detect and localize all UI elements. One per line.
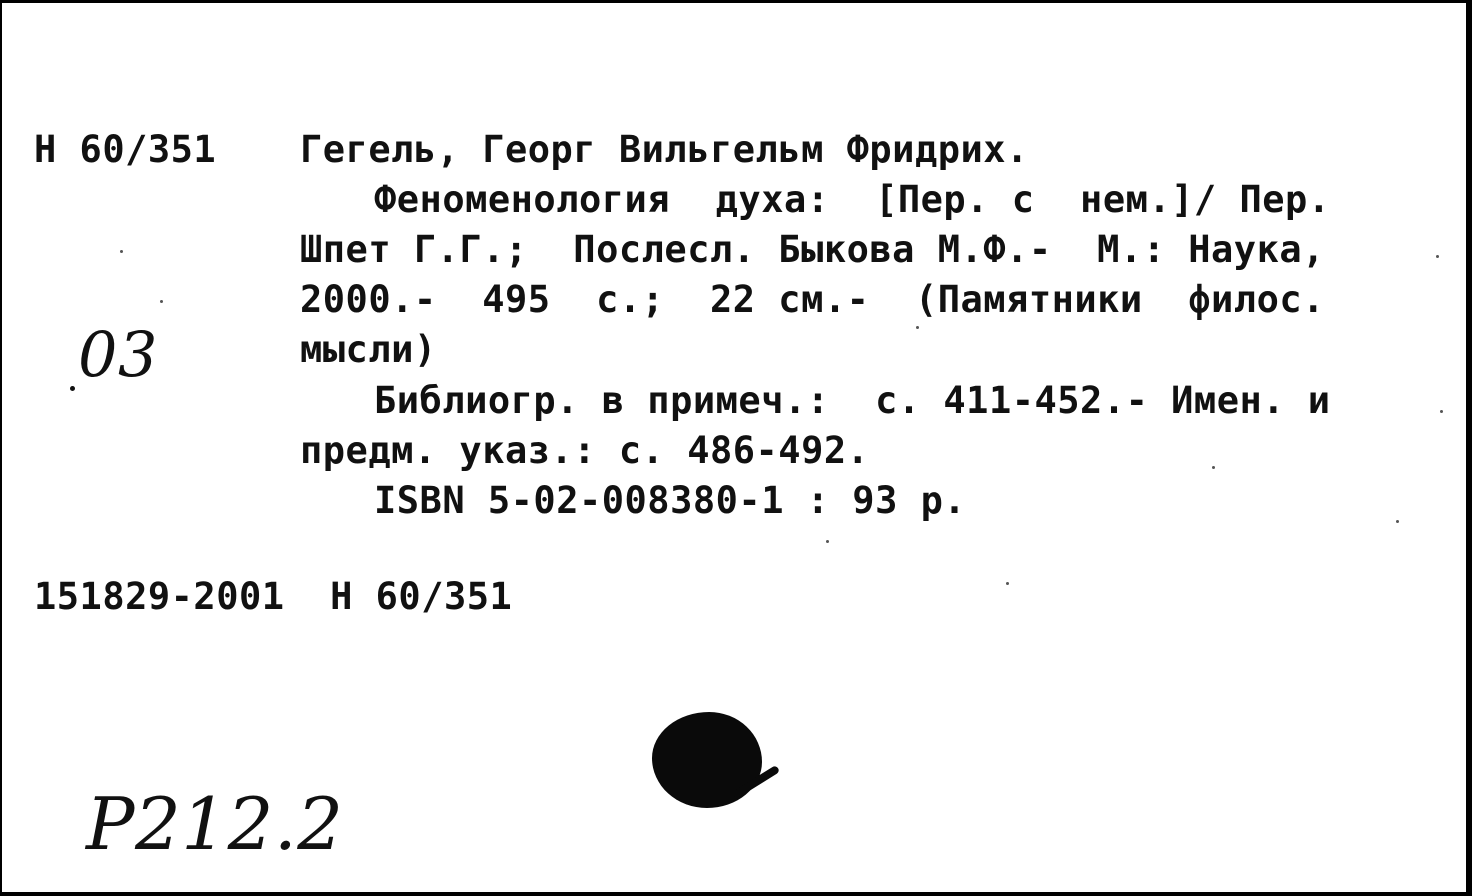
card-edge-left (0, 0, 2, 896)
call-number: Н 60/351 (34, 128, 217, 171)
speck (1212, 466, 1215, 469)
speck (160, 300, 163, 303)
speck (1436, 255, 1439, 258)
ink-dot (70, 386, 75, 391)
handwritten-mark: 03 (78, 318, 158, 391)
title-line: Феноменология духа: [Пер. с нем.]/ Пер. (374, 178, 1331, 221)
responsibility-line: Шпет Г.Г.; Послесл. Быкова М.Ф.- М.: Наука, (300, 228, 1325, 271)
speck (1396, 520, 1399, 523)
card-edge-bottom (0, 892, 1472, 896)
author-heading: Гегель, Георг Вильгельм Фридрих. (300, 128, 1029, 171)
notes-line: Библиогр. в примеч.: с. 411-452.- Имен. и (374, 379, 1331, 422)
speck (826, 540, 829, 543)
speck (1006, 582, 1009, 585)
accession-number: 151829-2001 Н 60/351 (34, 575, 513, 618)
speck (1440, 410, 1443, 413)
card-edge-top (0, 0, 1472, 3)
card-edge-right (1466, 0, 1472, 896)
ink-blot (652, 712, 762, 808)
isbn-line: ISBN 5-02-008380-1 : 93 р. (374, 479, 967, 522)
notes-continuation-line: предм. указ.: с. 486-492. (300, 429, 870, 472)
handwritten-classification: Р212.2 (86, 782, 344, 866)
imprint-line: 2000.- 495 с.; 22 см.- (Памятники филос. (300, 278, 1325, 321)
series-line: мысли) (300, 328, 437, 371)
speck (120, 250, 123, 253)
speck (916, 326, 919, 329)
